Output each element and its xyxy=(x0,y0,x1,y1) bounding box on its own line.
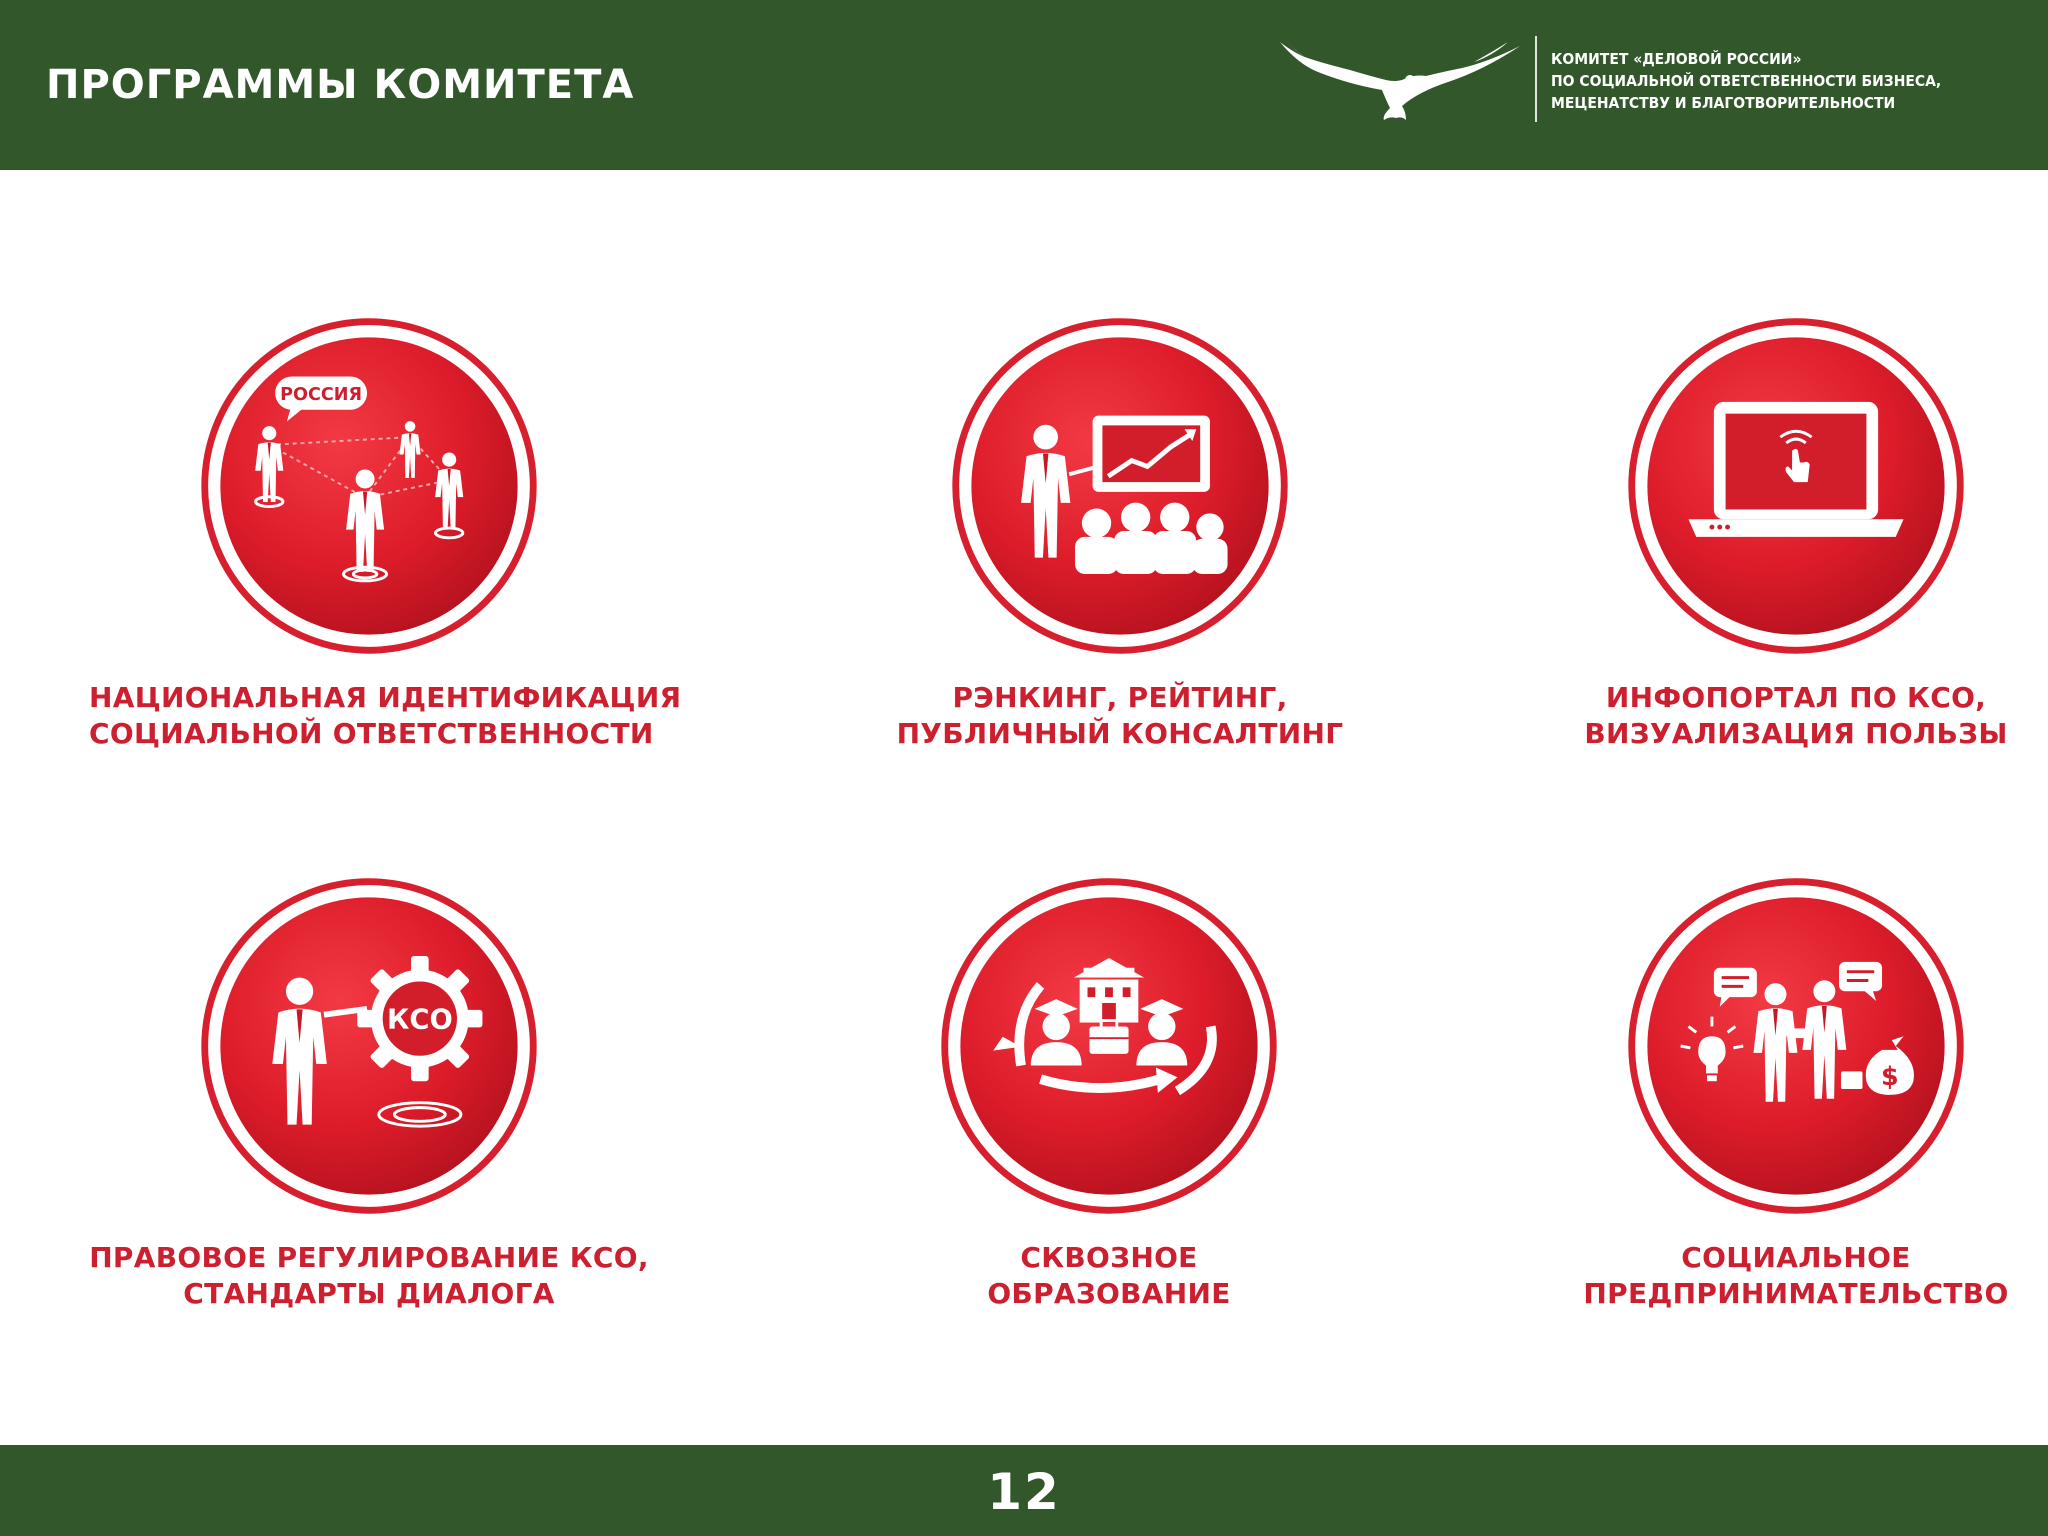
kso-gear-label: КСО xyxy=(386,1004,453,1036)
program-social-entrepreneurship xyxy=(1516,870,2048,1312)
page-number: 12 xyxy=(987,1463,1061,1521)
header-bar xyxy=(0,0,2048,170)
eagle-logo-icon xyxy=(1278,36,1522,122)
people-network-icon xyxy=(193,310,545,662)
program-ranking-rating xyxy=(840,310,1400,752)
handshake-icon xyxy=(1620,870,1972,1222)
program-caption: ПРАВОВОЕ РЕГУЛИРОВАНИЕ КСО, СТАНДАРТЫ ДИАЛОГА xyxy=(89,1241,649,1310)
program-legal-regulation xyxy=(89,870,649,1312)
committee-line: МЕЦЕНАТСТВУ И БЛАГОТВОРИТЕЛЬНОСТИ xyxy=(1551,94,1896,112)
footer-bar xyxy=(0,1445,2048,1536)
education-icon xyxy=(933,870,1285,1222)
committee-line: ПО СОЦИАЛЬНОЙ ОТВЕТСТВЕННОСТИ БИЗНЕСА, xyxy=(1551,72,1942,90)
program-caption: СОЦИАЛЬНОЕ ПРЕДПРИНИМАТЕЛЬСТВО xyxy=(1583,1241,2009,1310)
russia-bubble-label: РОССИЯ xyxy=(280,384,363,405)
program-infoportal xyxy=(1516,310,2048,752)
program-caption: РЭНКИНГ, РЕЙТИНГ, ПУБЛИЧНЫЙ КОНСАЛТИНГ xyxy=(896,681,1344,750)
gear-icon xyxy=(193,870,545,1222)
page-title: ПРОГРАММЫ КОМИТЕТА xyxy=(46,62,635,108)
program-continuous-education xyxy=(829,870,1389,1312)
program-caption: НАЦИОНАЛЬНАЯ ИДЕНТИФИКАЦИЯ СОЦИАЛЬНОЙ ОТВЕТСТВЕННОСТИ xyxy=(89,681,682,750)
program-caption: СКВОЗНОЕ ОБРАЗОВАНИЕ xyxy=(987,1241,1231,1310)
logo-divider xyxy=(1535,36,1537,122)
svg-text:$: $ xyxy=(1881,1061,1899,1092)
presentation-icon xyxy=(944,310,1296,662)
committee-name xyxy=(1551,48,2031,114)
laptop-icon xyxy=(1620,310,1972,662)
program-caption: ИНФОПОРТАЛ ПО КСО, ВИЗУАЛИЗАЦИЯ ПОЛЬЗЫ xyxy=(1584,681,2008,750)
committee-line: КОМИТЕТ «ДЕЛОВОЙ РОССИИ» xyxy=(1551,50,1802,68)
program-national-identification xyxy=(89,310,682,752)
